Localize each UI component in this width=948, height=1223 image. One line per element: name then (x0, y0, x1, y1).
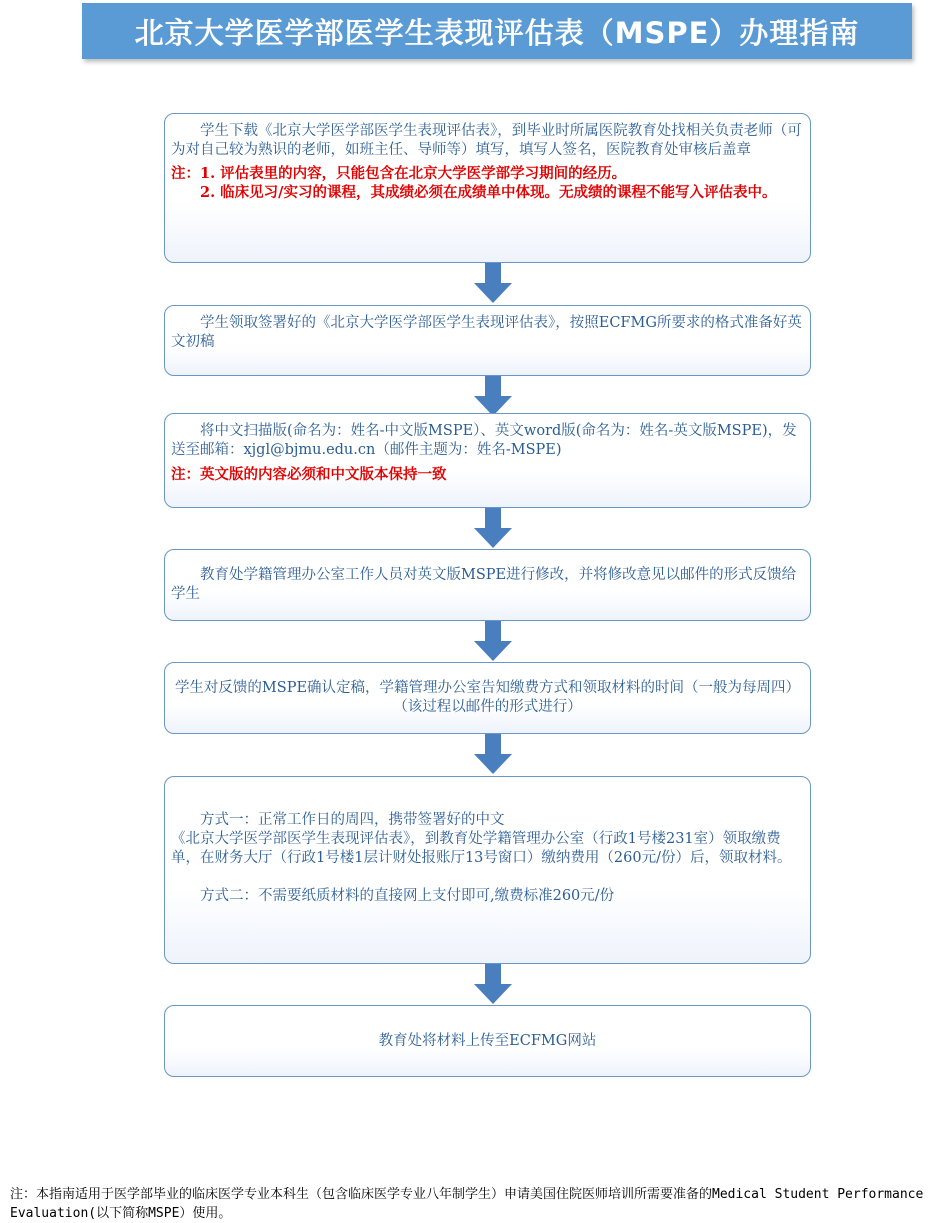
footnote: 注：本指南适用于医学部毕业的临床医学专业本科生（包含临床医学专业八年制学生）申请美国住院医师培训所需要准备的Medical Student Performance Evaluation(以下简称MSPE）使用。 (10, 1187, 924, 1221)
step-1-box (164, 113, 811, 263)
step-7-box (164, 1005, 811, 1077)
step-1-note-1: 注：1. 评估表里的内容，只能包含在北京大学医学部学习期间的经历。 (171, 165, 627, 182)
step-5-text: 学生对反馈的MSPE确认定稿，学籍管理办公室告知缴费方式和领取材料的时间（一般为每周四）（该过程以邮件的形式进行） (174, 680, 801, 715)
down-arrow-icon (474, 964, 512, 1006)
step-6-option-1-detail: 《北京大学医学部医学生表现评估表》，到教育处学籍管理办公室（行政1号楼231室）领取缴费单，在财务大厅（行政1号楼1层计财处报账厅13号窗口）缴纳费用（260元/份）后，领取材料。 (171, 831, 792, 866)
step-1-note-2: 2. 临床见习/实习的课程，其成绩必须在成绩单中体现。无成绩的课程不能写入评估表中。 (200, 184, 777, 201)
step-2-text: 学生领取签署好的《北京大学医学部医学生表现评估表》，按照ECFMG所要求的格式准备好英文初稿 (171, 315, 802, 350)
page-title-banner (82, 3, 912, 59)
step-6-option-1-line: 方式一：正常工作日的周四，携带签署好的中文 (200, 812, 505, 828)
down-arrow-icon (474, 263, 512, 305)
step-4-text: 教育处学籍管理办公室工作人员对英文版MSPE进行修改，并将修改意见以邮件的形式反馈给学生 (171, 567, 797, 602)
step-3-text: 将中文扫描版(命名为：姓名-中文版MSPE）、英文word版(命名为：姓名-英文版MSPE)，发送至邮箱：xjgl@bjmu.edu.cn（邮件主题为：姓名-MSPE) (171, 423, 797, 458)
down-arrow-icon (474, 376, 512, 418)
down-arrow-icon (474, 734, 512, 776)
page-title: 北京大学医学部医学生表现评估表（MSPE）办理指南 (134, 15, 860, 50)
down-arrow-icon (474, 621, 512, 663)
step-2-box (164, 305, 811, 376)
step-5-box (164, 662, 811, 734)
step-3-box (164, 413, 811, 508)
step-4-box (164, 549, 811, 621)
step-1-text: 学生下载《北京大学医学部医学生表现评估表》，到毕业时所属医院教育处找相关负责老师（可为对自己较为熟识的老师，如班主任、导师等）填写，填写人签名，医院教育处审核后盖章 (171, 123, 802, 158)
step-6-option-2: 方式二：不需要纸质材料的直接网上支付即可,缴费标准260元/份 (200, 888, 615, 904)
step-7-text: 教育处将材料上传至ECFMG网站 (378, 1033, 597, 1049)
step-3-note: 注：英文版的内容必须和中文版本保持一致 (171, 466, 447, 483)
down-arrow-icon (474, 508, 512, 550)
step-6-box (164, 776, 811, 964)
